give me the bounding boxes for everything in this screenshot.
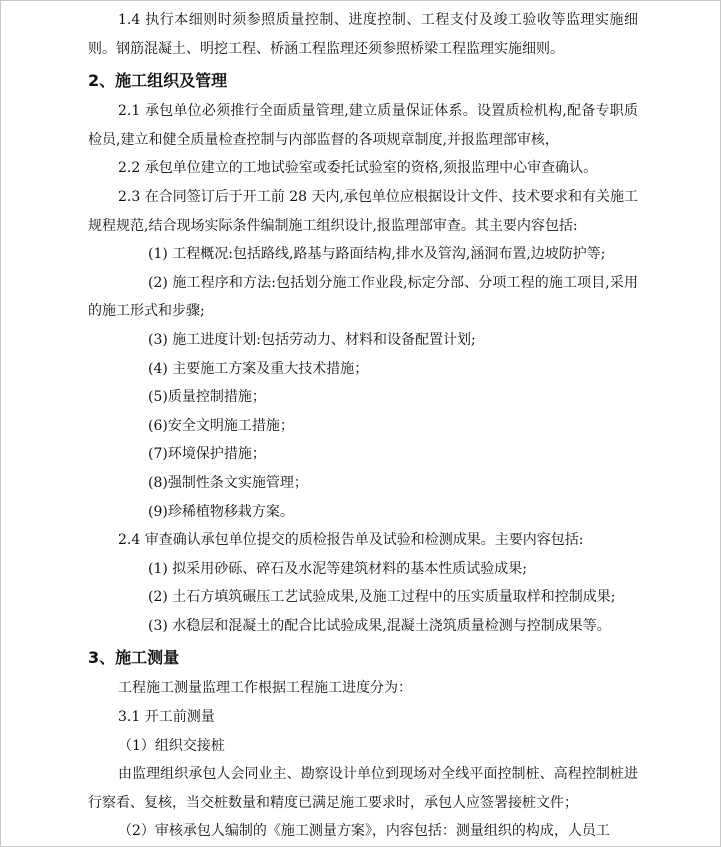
paragraph: （2）审核承包人编制的《施工测量方案》，内容包括：测量组织的构成，人员工 bbox=[118, 823, 610, 840]
paragraph: 1.4 执行本细则时须参照质量控制、进度控制、工程支付及竣工验收等监理实施细则。钢筋混凝土、明挖工程、桥涵工程监理还须参照桥梁工程监理实施细则。 bbox=[88, 12, 638, 57]
paragraph: (4) 主要施工方案及重大技术措施； bbox=[148, 360, 369, 377]
paragraph: 2.3 在合同签订后于开工前 28 天内,承包单位应根据设计文件、技术要求和有关施工规程规范,结合现场实际条件编制施工组织设计,报监理部审查。其主要内容包括: bbox=[88, 188, 638, 234]
paragraph: (1) 拟采用砂砾、碎石及水泥等建筑材料的基本性质试验成果; bbox=[148, 560, 527, 577]
paragraph: (5)质量控制措施； bbox=[148, 389, 266, 406]
document-body bbox=[88, 6, 638, 846]
paragraph: 由监理组织承包人会同业主、勘察设计单位到现场对全线平面控制桩、高程控制桩进行察看、复核，当交桩数量和精度已满足施工要求时，承包人应签署接桩文件； bbox=[88, 766, 638, 811]
paragraph: (2) 施工程序和方法:包括划分施工作业段,标定分部、分项工程的施工项目,采用的施工形式和步骤; bbox=[88, 274, 638, 320]
section-heading: 2、施工组织及管理 bbox=[88, 71, 228, 91]
paragraph: (8)强制性条文实施管理； bbox=[148, 474, 308, 491]
paragraph: 2.4 审查确认承包单位提交的质检报告单及试验和检测成果。主要内容包括: bbox=[118, 532, 584, 549]
paragraph: (6)安全文明施工措施； bbox=[148, 417, 294, 434]
paragraph: 工程施工测量监理工作根据工程施工进度分为： bbox=[118, 680, 412, 697]
paragraph: 2.1 承包单位必须推行全面质量管理,建立质量保证体系。设置质检机构,配备专职质检员,建立和健全质量检查控制与内部监督的各项规章制度,并报监理部审核， bbox=[88, 103, 638, 148]
paragraph: (3) 水稳层和混凝土的配合比试验成果,混凝土浇筑质量检测与控制成果等。 bbox=[148, 617, 611, 634]
paragraph: (1) 工程概况:包括路线,路基与路面结构,排水及管沟,涵洞布置,边坡防护等; bbox=[148, 246, 606, 263]
paragraph: 3.1 开工前测量 bbox=[118, 709, 215, 726]
paragraph: (7)环境保护措施； bbox=[148, 446, 266, 463]
paragraph: (3) 施工进度计划:包括劳动力、材料和设备配置计划; bbox=[148, 331, 476, 348]
paragraph: (2) 土石方填筑碾压工艺试验成果,及施工过程中的压实质量取样和控制成果; bbox=[148, 589, 616, 606]
paragraph: 2.2 承包单位建立的工地试验室或委托试验室的资格,须报监理中心审查确认。 bbox=[118, 160, 598, 177]
paragraph: (9)珍稀植物移栽方案。 bbox=[148, 503, 294, 520]
paragraph: （1）组织交接桩 bbox=[118, 737, 225, 754]
section-heading: 3、施工测量 bbox=[88, 648, 180, 668]
